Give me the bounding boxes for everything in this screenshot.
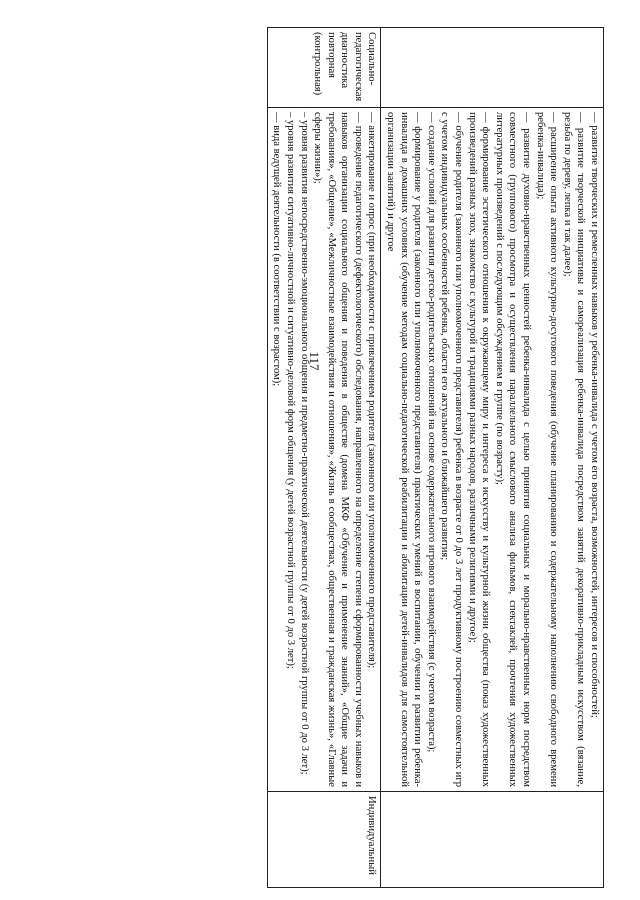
content-list [270,112,379,787]
form-cell: Индивидуальный [267,792,381,888]
form-cell [381,792,604,888]
list-item: — создание условий для развития детско-родительских отношений на основе содержательного игрового взаимодействия (с учетом возраста); [425,112,437,753]
table-row [267,28,381,888]
list-item: – уровня развития непосредственно-эмоционального общения и предметно-практической деятельности (у детей возрастной группы от 0 до 3 лет); [298,112,310,775]
page-number: 117 [307,351,322,371]
service-content-cell [381,108,604,792]
rotated-table-container [74,27,604,887]
list-item: – уровня развития ситуативно-личностной и ситуативно-деловой форм общения (у детей возрастной группы от 0 до 3 лет); [284,112,296,669]
list-item: — анкетирование и опрос (при необходимости с привлечением родителя (законного или уполномоченного представителя); [366,112,378,669]
service-table [267,27,604,888]
list-item: — вида ведущей деятельности (в соответствии с возрастом); [271,112,283,387]
list-item: — обучение родителя (законного или уполномоченного представителя) ребенка в возрасте от 0 до 3 лет продуктивному построению совместных игр с учетом индивидуальных особенностей ребенка, области его актуального и ближайшего развития; [439,112,465,787]
list-item: — расширение опыта активного культурно-досугового поведения (обучение планированию и содержательному наполнению свободного времени ребенка-инвалида); [534,112,560,787]
list-item: — развитие духовно-нравственных ценностей ребенка-инвалида с целью принятия социальных и морально-нравственных норм посредством совместного (группового) просмотра и осуществления параллельного смыслового анализа фильмов, спектаклей, прочтения художественных литературных произведений с последующим обсуждением в группе (по возрасту); [493,112,533,787]
service-name-cell [381,28,604,108]
table-row [381,28,604,888]
list-item: — развитие творческих и ремесленных навыков у ребенка-инвалида с учетом его возраста, возможностей, интересов и способностей; [589,112,600,718]
service-content-cell [267,108,381,792]
list-item: — формирование эстетического отношения к окружающему миру и интереса к искусству и культурной жизни общества (показ художественных произведений разных эпох, знакомство с культурой и традициями разных народов, различными религиями и другое); [466,112,492,787]
content-list [384,112,602,787]
service-name-cell: Социально-педагогическая диагностика повторная (контрольная) [267,28,381,108]
list-item: — проведение педагогического (дефектологического) обследования, направленного на определение степени сформированности учебных навыков и навыков организации социального общения и поведения в обществе (домена МКФ «Обучение и применение знаний», «Общие задачи и требования», «Общение», «Межличностные взаимодействия и отношения», «Жизнь в сообществах, общественная и гражданская жизнь», «Главные сферы жизни»); [312,112,364,787]
list-item: — развитие творческой инициативы и самореализация ребенка-инвалида посредством занятий декоративно-прикладным искусством (вязание, резьба по дереву, лепка и так далее); [561,112,587,787]
list-item: — формирование у родителя (законного или уполномоченного представителя) практических умений в воспитании, обучении и развитии ребенка-инвалида в домашних условиях (обучение методам социально-педагогической реабилитации и абилитации детей-инвалидов для самостоятельной организации занятий) и другое [385,112,424,787]
